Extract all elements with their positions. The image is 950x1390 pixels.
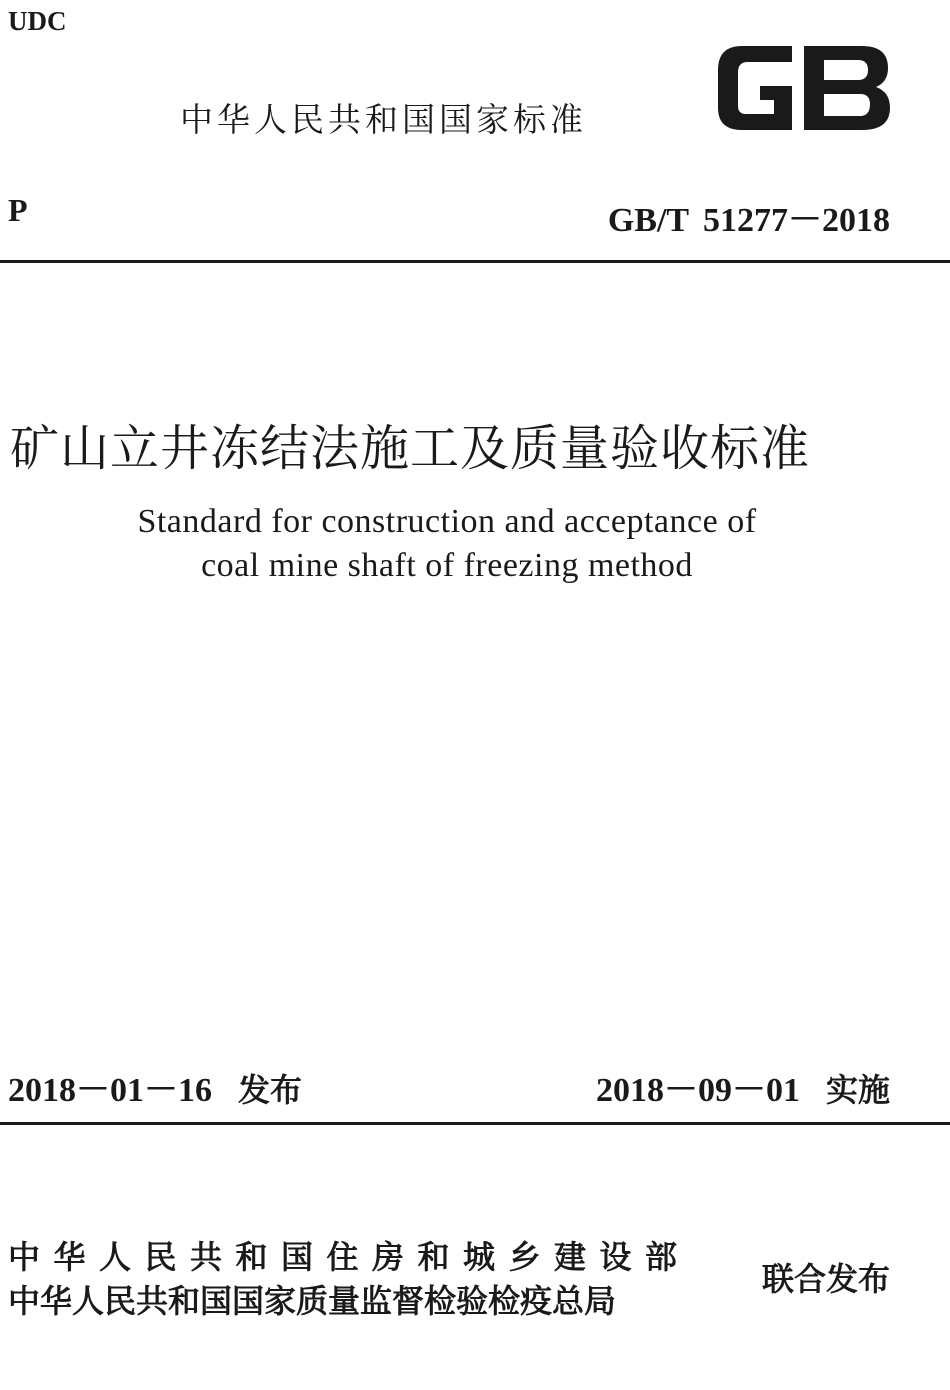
issuer-ministry-housing: 中华人民共和国住房和城乡建设部 <box>8 1238 691 1276</box>
title-english-line-2: coal mine shaft of freezing method <box>201 547 693 584</box>
top-divider <box>0 260 950 263</box>
national-standard-heading: 中华人民共和国国家标准 <box>180 100 587 139</box>
issuer-quality-administration: 中华人民共和国国家质量监督检验检疫总局 <box>8 1282 617 1320</box>
implementation-label: 实施 <box>825 1071 890 1109</box>
classification-code: P <box>8 192 28 228</box>
gb-logo-b <box>804 46 890 130</box>
implementation-date-block <box>596 1062 890 1111</box>
implementation-date: 2018－09－01 <box>595 1072 800 1109</box>
joint-issue-label: 联合发布 <box>761 1260 890 1298</box>
issue-date: 2018－01－16 <box>8 1072 212 1109</box>
gb-logo <box>712 42 892 134</box>
title-english <box>0 500 894 588</box>
issue-label: 发布 <box>238 1071 303 1109</box>
issue-date-block <box>8 1062 302 1111</box>
bottom-divider <box>0 1122 950 1125</box>
gb-logo-g <box>718 46 792 130</box>
title-chinese: 矿山立井冻结法施工及质量验收标准 <box>10 420 811 477</box>
title-english-line-1: Standard for construction and acceptance of <box>137 503 757 540</box>
standard-number: GB/T 51277－2018 <box>607 202 890 239</box>
udc-label: UDC <box>8 6 67 36</box>
